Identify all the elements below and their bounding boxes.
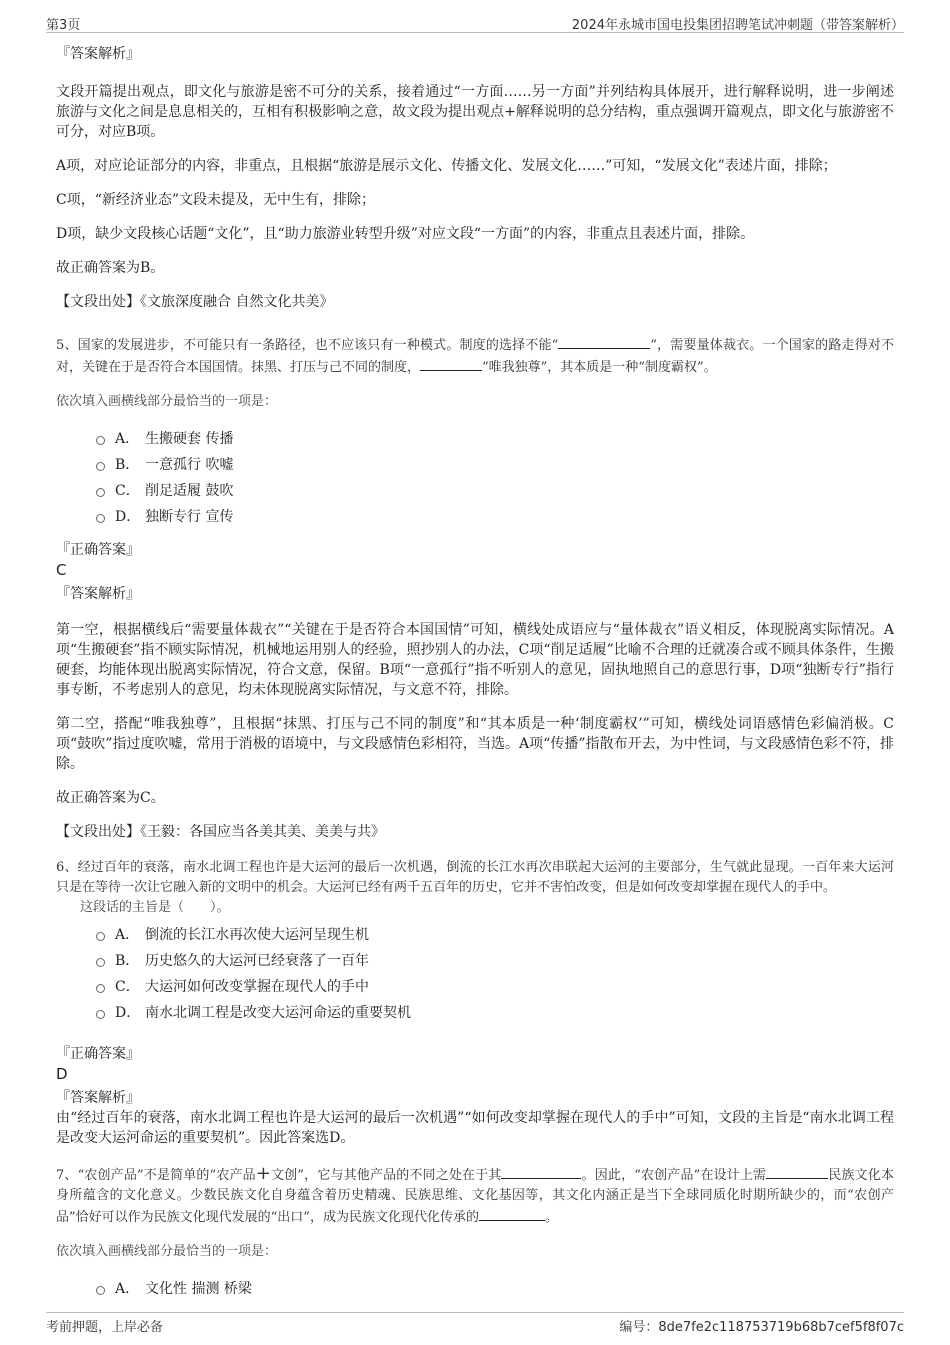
q7-instruction: 依次填入画横线部分最恰当的一项是： (56, 1244, 278, 1259)
question-6-text: 6、经过百年的衰落，南水北调工程也许是大运河的最后一次机遇，倒流的长江水再次串联起大运河的主要部分，生气就此显现。一百年来大运河只是在等待一次让它融入新的文明中的机会。大运河已经有两千五百年的历史，它并不害怕改变，但是如何改变却掌握在现代人的手中。 (56, 860, 894, 895)
q6-option-c[interactable]: C． 大运河如何改变掌握在现代人的手中 (96, 974, 894, 1000)
radio-icon[interactable] (96, 984, 105, 993)
q4-analysis-para4: D项，缺少文段核心话题“文化”，且“助力旅游业转型升级”对应文段“一方面”的内容，非重点且表述片面，排除。 (56, 226, 755, 242)
q6-correct-answer: D (56, 1065, 68, 1083)
document-body (56, 44, 894, 1312)
q5-instruction: 依次填入画横线部分最恰当的一项是： (56, 394, 278, 409)
q5-correct-label: 『正确答案』 (56, 542, 140, 558)
radio-icon[interactable] (96, 958, 105, 967)
q7-blank-1 (501, 1164, 581, 1179)
q6-correct-label: 『正确答案』 (56, 1046, 140, 1062)
document-title: 2024年永城市国电投集团招聘笔试冲刺题（带答案解析） (571, 18, 904, 33)
question-5-text (56, 334, 894, 378)
q7-option-a[interactable]: A． 文化性 揣测 桥梁 (96, 1276, 894, 1302)
q6-stem: 这段话的主旨是（ ）。 (80, 900, 230, 915)
q4-analysis-label: 『答案解析』 (56, 46, 140, 62)
q5-option-a[interactable]: A． 生搬硬套 传播 (96, 426, 894, 452)
q4-analysis-para1: 文段开篇提出观点，即文化与旅游是密不可分的关系，接着通过“一方面……另一方面”并列结构具体展开，进行解释说明，进一步阐述旅游与文化之间是息息相关的，互相有积极影响之意，故文段为提出观点+解释说明的总分结构，重点强调开篇观点，即文化与旅游密不可分，对应B项。 (56, 84, 894, 140)
q5-source: 【文段出处】《王毅：各国应当各美其美、美美与共》 (56, 824, 385, 840)
page-number: 第3页 (46, 18, 81, 33)
radio-icon[interactable] (96, 1286, 105, 1295)
q5-analysis-para1: 第一空，根据横线后“需要量体裁衣”“关键在于是否符合本国国情”可知，横线处成语应与“量体裁衣”语义相反，体现脱离实际情况。A项“生搬硬套”指不顾实际情况，机械地运用别人的经验，照抄别人的办法，C项“削足适履”比喻不合理的迁就凑合或不顾具体条件，生搬硬套，均能体现出脱离实际情况，符合文意，保留。B项“一意孤行”指不听别人的意见，固执地照自己的意思行事，D项“独断专行”指行事专断，不考虑别人的意见，均未体现脱离实际情况，与文意不符，排除。 (56, 622, 894, 698)
q4-analysis-para2: A项，对应论证部分的内容，非重点，且根据“旅游是展示文化、传播文化、发展文化……”可知，“发展文化”表述片面，排除； (56, 158, 837, 174)
q4-analysis-para3: C项，“新经济业态”文段未提及，无中生有，排除； (56, 192, 376, 208)
page-footer (46, 1312, 904, 1335)
page-header (46, 12, 904, 33)
q5-analysis-para2: 第二空，搭配“唯我独尊”，且根据“抹黑、打压与己不同的制度”和“其本质是一种‘制度霸权’”可知，横线处词语感情色彩偏消极。C项“鼓吹”指过度吹嘘，常用于消极的语境中，与文段感情色彩相符，当选。A项“传播”指散布开去，为中性词，与文段感情色彩不符，排除。 (56, 716, 894, 772)
radio-icon[interactable] (96, 488, 105, 497)
footer-slogan: 考前押题，上岸必备 (46, 1320, 164, 1335)
q6-option-a[interactable]: A． 倒流的长江水再次使大运河呈现生机 (96, 922, 894, 948)
radio-icon[interactable] (96, 1010, 105, 1019)
radio-icon[interactable] (96, 514, 105, 523)
q7-blank-2 (766, 1164, 828, 1179)
q5-correct-answer: C (56, 561, 67, 579)
q4-conclusion: 故正确答案为B。 (56, 260, 165, 276)
q4-source: 【文段出处】《文旅深度融合 自然文化共美》 (56, 294, 334, 310)
q6-analysis-label: 『答案解析』 (56, 1090, 140, 1106)
document-id: 编号：8de7fe2c118753719b68b7cef5f8f07c (619, 1320, 904, 1335)
q5-text-b: ”，需要量体裁衣。一个国家的路走得对不对，关键在于是否符合本国国情。抹黑、打压与己不同的制度， (56, 338, 894, 375)
q5-option-d[interactable]: D． 独断专行 宣传 (96, 504, 894, 530)
q6-option-b[interactable]: B． 历史悠久的大运河已经衰落了一百年 (96, 948, 894, 974)
q6-option-d[interactable]: D． 南水北调工程是改变大运河命运的重要契机 (96, 1000, 894, 1026)
q5-option-c[interactable]: C． 削足适履 鼓吹 (96, 478, 894, 504)
q5-blank-1 (558, 334, 650, 349)
q7-blank-3 (479, 1206, 545, 1221)
q5-options (96, 426, 894, 530)
radio-icon[interactable] (96, 462, 105, 471)
q5-text-c: “唯我独尊”，其本质是一种“制度霸权”。 (482, 360, 717, 375)
q5-option-b[interactable]: B． 一意孤行 吹嘘 (96, 452, 894, 478)
q5-analysis-label: 『答案解析』 (56, 586, 140, 602)
question-7-text: 7、“农创产品”不是简单的“农产品+文创”，它与其他产品的不同之处在于其 。因此，“农创产品”在设计上需 民族文化本身所蕴含的文化意义。少数民族文化自身蕴含着历史精魂、民族思维、文化基因等，其文化内涵正是当下全球同质化时期所缺少的，而“农创产品”恰好可以作为民族文化现代发展的“出口”，成为民族文化现代化传承的 。 (56, 1163, 894, 1225)
q7-options (96, 1276, 894, 1302)
radio-icon[interactable] (96, 932, 105, 941)
q6-analysis: 由“经过百年的衰落，南水北调工程也许是大运河的最后一次机遇”“如何改变却掌握在现代人的手中”可知，文段的主旨是“南水北调工程是改变大运河命运的重要契机”。因此答案选D。 (56, 1110, 894, 1146)
q5-conclusion: 故正确答案为C。 (56, 790, 165, 806)
radio-icon[interactable] (96, 436, 105, 445)
q5-blank-2 (420, 356, 482, 371)
q6-options (96, 922, 894, 1026)
q5-text-a: 5、国家的发展进步，不可能只有一条路径，也不应该只有一种模式。制度的选择不能“ (56, 338, 559, 353)
plus-sign: + (255, 1163, 271, 1184)
